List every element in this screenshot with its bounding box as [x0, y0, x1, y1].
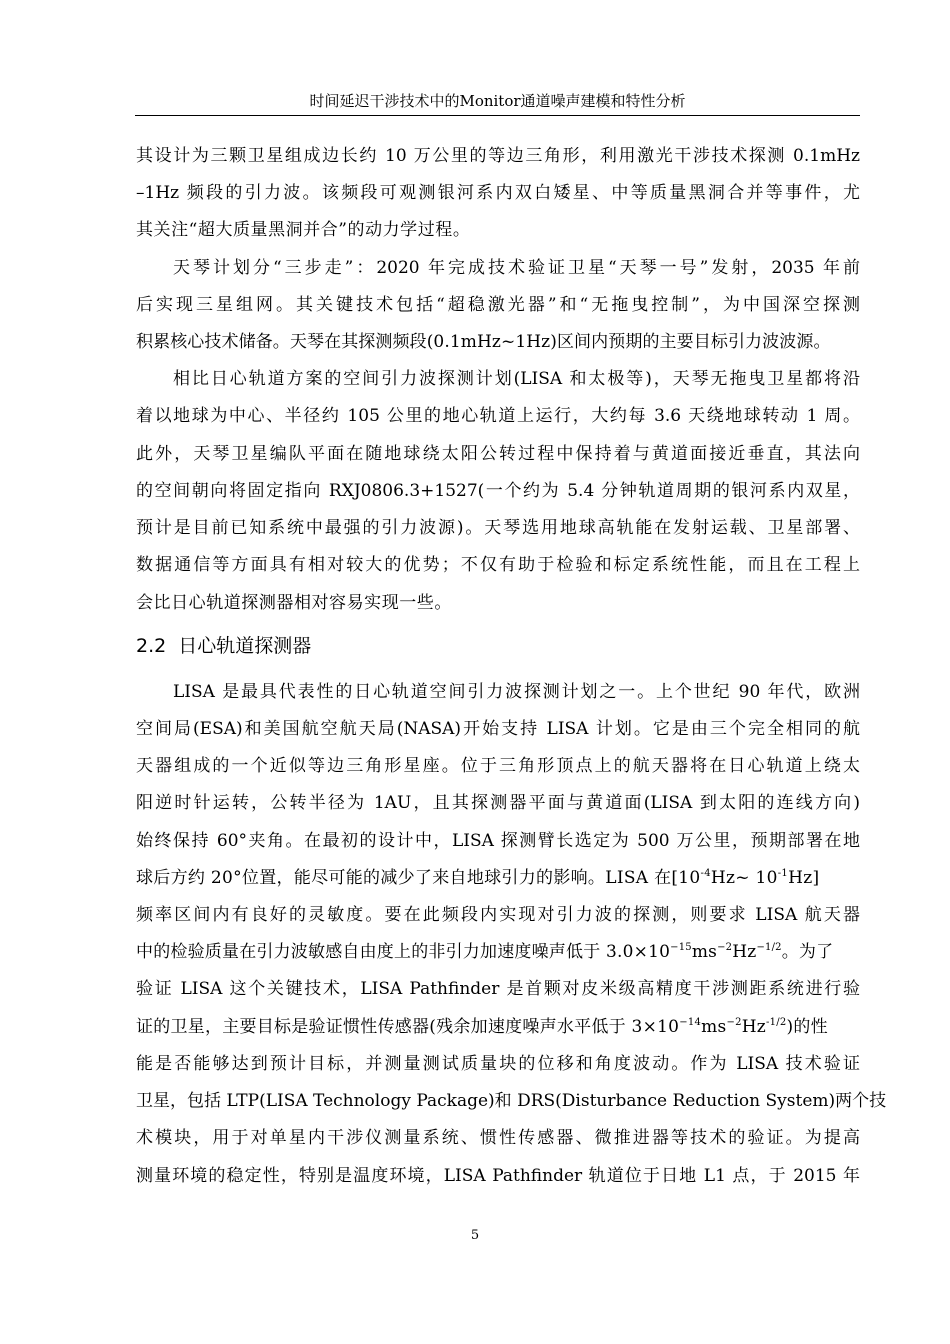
text-fragment: ms: [701, 1017, 727, 1037]
text-fragment: Hz: [732, 942, 757, 962]
text-line: –1Hz 频段的引力波。该频段可观测银河系内双白矮星、中等质量黑洞合并等事件，尤: [136, 183, 860, 203]
text-line: 数据通信等方面具有相对较大的优势；不仅有助于检验和标定系统性能，而且在工程上: [136, 555, 860, 575]
superscript: -1/2: [766, 1017, 787, 1028]
text-fragment: ms: [691, 942, 718, 962]
text-line: 其关注“超大质量黑洞并合”的动力学过程。: [136, 220, 471, 240]
text-line: 会比日心轨道探测器相对容易实现一些。: [136, 593, 452, 613]
text-line: 此外，天琴卫星编队平面在随地球绕太阳公转过程中保持着与黄道面接近垂直，其法向: [136, 444, 860, 464]
text-fragment: 球后方约 20°位置，能尽可能的减少了来自地球引力的影响。LISA 在[10: [136, 868, 701, 888]
text-line: 天琴计划分“三步走”：2020 年完成技术验证卫星“天琴一号”发射，2035 年前: [173, 258, 860, 278]
text-line: 天器组成的一个近似等边三角形星座。位于三角形顶点上的航天器将在日心轨道上绕太: [136, 756, 860, 776]
page-number: 5: [470, 1228, 480, 1243]
text-line: 始终保持 60°夹角。在最初的设计中，LISA 探测臂长选定为 500 万公里，预期部署在地: [136, 831, 860, 851]
running-header: 时间延迟干涉技术中的Monitor通道噪声建模和特性分析: [309, 92, 686, 110]
text-fragment: Hz: [741, 1017, 766, 1037]
text-line: 后实现三星组网。其关键技术包括“超稳激光器”和“无拖曳控制”，为中国深空探测: [136, 295, 860, 315]
text-line: 卫星，包括 LTP(LISA Technology Package)和 DRS(Disturbance Reduction System)两个技: [136, 1091, 887, 1111]
text-line: [136, 866, 819, 890]
text-fragment: Hz~ 10: [710, 868, 778, 888]
header-rule: [135, 115, 860, 116]
text-line: [136, 940, 833, 964]
text-line: 验证 LISA 这个关键技术，LISA Pathfinder 是首颗对皮米级高精度干涉测距系统进行验: [136, 979, 860, 999]
text-line: 频率区间内有良好的灵敏度。要在此频段内实现对引力波的探测，则要求 LISA 航天器: [136, 905, 860, 925]
superscript: -1: [777, 868, 789, 879]
superscript: −2: [726, 1017, 742, 1028]
text-line: 积累核心技术储备。天琴在其探测频段(0.1mHz~1Hz)区间内预期的主要目标引力波波源。: [136, 332, 831, 352]
text-line: 空间局(ESA)和美国航空航天局(NASA)开始支持 LISA 计划。它是由三个完全相同的航: [136, 719, 860, 739]
text-line: 阳逆时针运转，公转半径为 1AU，且其探测器平面与黄道面(LISA 到太阳的连线方向): [136, 793, 860, 813]
text-line: 其设计为三颗卫星组成边长约 10 万公里的等边三角形，利用激光干涉技术探测 0.1mHz: [136, 146, 860, 166]
text-line: 着以地球为中心、半径约 105 公里的地心轨道上运行，大约每 3.6 天绕地球转动 1 周。: [136, 406, 860, 426]
text-line: 预计是目前已知系统中最强的引力波源)。天琴选用地球高轨能在发射运载、卫星部署、: [136, 518, 860, 538]
text-fragment: 证的卫星，主要目标是验证惯性传感器(残余加速度噪声水平低于 3×10: [136, 1017, 680, 1037]
superscript: −2: [717, 942, 733, 953]
section-title: 日心轨道探测器: [178, 635, 312, 657]
text-line: 术模块，用于对单星内干涉仪测量系统、惯性传感器、微推进器等技术的验证。为提高: [136, 1128, 860, 1148]
superscript: −15: [670, 942, 692, 953]
text-fragment: 中的检验质量在引力波敏感自由度上的非引力加速度噪声低于 3.0×10: [136, 942, 671, 962]
section-number: 2.2: [136, 635, 167, 657]
text-line: LISA 是最具代表性的日心轨道空间引力波探测计划之一。上个世纪 90 年代，欧洲: [173, 682, 860, 702]
superscript: −1/2: [756, 942, 782, 953]
text-line: 能是否能够达到预计目标，并测量测试质量块的位移和角度波动。作为 LISA 技术验证: [136, 1054, 860, 1074]
text-line: 测量环境的稳定性，特别是温度环境，LISA Pathfinder 轨道位于日地 L1 点，于 2015 年: [136, 1166, 860, 1186]
section-heading: [136, 633, 311, 659]
text-fragment: )的性: [786, 1017, 828, 1037]
superscript: -4: [700, 868, 711, 879]
text-fragment: Hz]: [788, 868, 820, 888]
text-line: 相比日心轨道方案的空间引力波探测计划(LISA 和太极等)，天琴无拖曳卫星都将沿: [173, 369, 860, 389]
text-line: 的空间朝向将固定指向 RXJ0806.3+1527(一个约为 5.4 分钟轨道周期的银河系内双星，: [136, 481, 860, 501]
text-line: [136, 1015, 828, 1039]
superscript: −14: [679, 1017, 702, 1028]
text-fragment: 。为了: [781, 942, 834, 962]
